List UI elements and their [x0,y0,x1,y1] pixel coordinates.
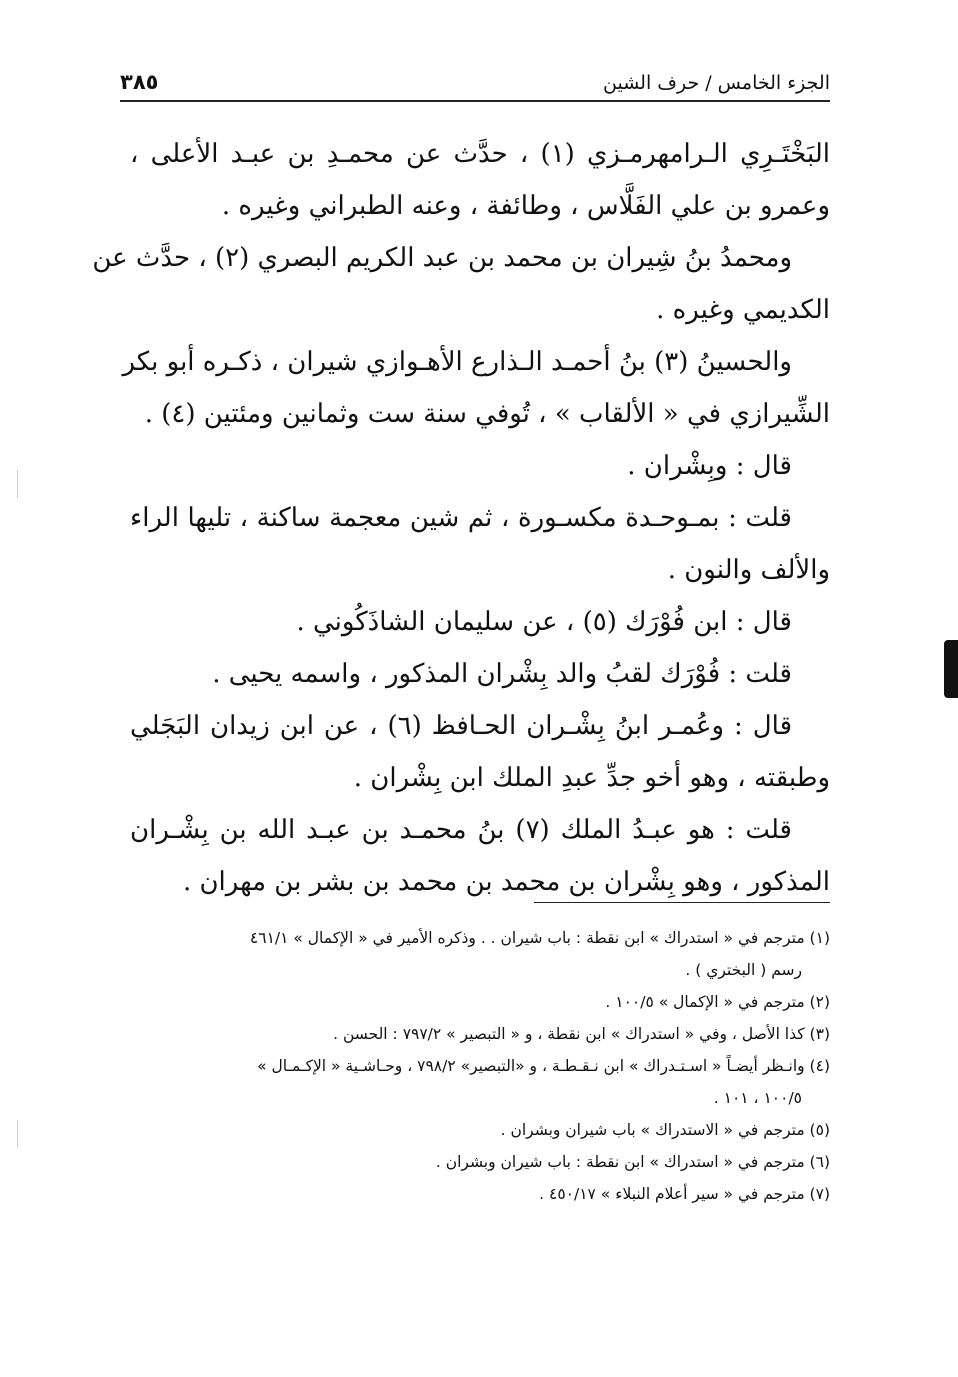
footnote-line: (٧) مترجم في « سير أعلام النبلاء » ٤٥٠/١٧ . [539,1185,830,1203]
footnote-line: (٥) مترجم في « الاستدراك » باب شيران وبشران . [500,1121,830,1139]
text-line: المذكور ، وهو بِشْران بن محمد بن محمد بن بشر بن مهران . [182,867,830,897]
footnote-line: (٦) مترجم في « استدراك » ابن نقطة : باب شيران وبشران . [435,1153,830,1171]
text-line: وطبقته ، وهو أخو جدِّ عبدِ الملك ابن بِشْران . [353,763,830,793]
text-line: الكديمي وغيره . [656,295,830,325]
footnote-line: ١٠٠/٥ ، ١٠١ . [713,1089,802,1107]
footnote-line: (٤) وانـظر أيضـاً « اسـتـدراك » ابن نـقـطـة ، و «التبصير» ٧٩٨/٢ ، وحـاشـية « الإكـمـال » [257,1057,830,1075]
main-text [92,128,830,908]
footnote-line: (١) مترجم في « استدراك » ابن نقطة : باب شيران . . وذكره الأمير في « الإكمال » ٤٦١/١ [249,929,830,947]
text-line: قلت : هو عبـدُ الملك (٧) بنُ محمـد بن عبـد الله بن بِشْـران [130,815,792,845]
thumb-index-tab [944,640,958,698]
text-line: قال : وعُمـر ابنُ بِشْـران الحـافظ (٦) ، عن ابن زيدان البَجَلي [130,711,792,741]
footnote-separator [534,902,830,903]
text-line: قال : وبِشْران . [627,451,792,481]
scan-edge-mark [17,470,18,498]
text-line: ومحمدُ بنُ شِيران بن محمد بن عبد الكريم البصري (٢) ، حدَّث عن [92,243,792,273]
page-number: ٣٨٥ [120,70,159,94]
text-line: والحسينُ (٣) بنُ أحمـد الـذارع الأهـوازي شيران ، ذكـره أبو بكر [122,347,792,377]
text-line: والألف والنون . [667,555,830,585]
footnotes [130,922,830,1210]
running-title: الجزء الخامس / حرف الشين [603,72,830,94]
text-line: قال : ابن فُوْرَك (٥) ، عن سليمان الشاذَكُوني . [296,607,792,637]
scan-edge-mark [17,1120,18,1148]
text-line: البَخْتَـرِي الـرامهرمـزي (١) ، حدَّث عن محمـدِ بن عبـد الأعلى ، [130,139,830,169]
footnote-line: (٣) كذا الأصل ، وفي « استدراك » ابن نقطة ، و « التبصير » ٧٩٧/٢ : الحسن . [333,1025,830,1043]
footnote-line: (٢) مترجم في « الإكمال » ١٠٠/٥ . [605,993,830,1011]
text-line: وعمرو بن علي الفَلَّاس ، وطائفة ، وعنه الطبراني وغيره . [221,191,830,221]
text-line: قلت : بمـوحـدة مكسـورة ، ثم شين معجمة ساكنة ، تليها الراء [130,503,792,533]
footnote-line: رسم ( البختري ) . [685,961,802,979]
page-header [120,62,830,102]
text-line: الشِّيرازي في « الألقاب » ، تُوفي سنة ست وثمانين ومئتين (٤) . [144,399,830,429]
text-line: قلت : فُوْرَك لقبُ والد بِشْران المذكور ، واسمه يحيى . [212,659,792,689]
